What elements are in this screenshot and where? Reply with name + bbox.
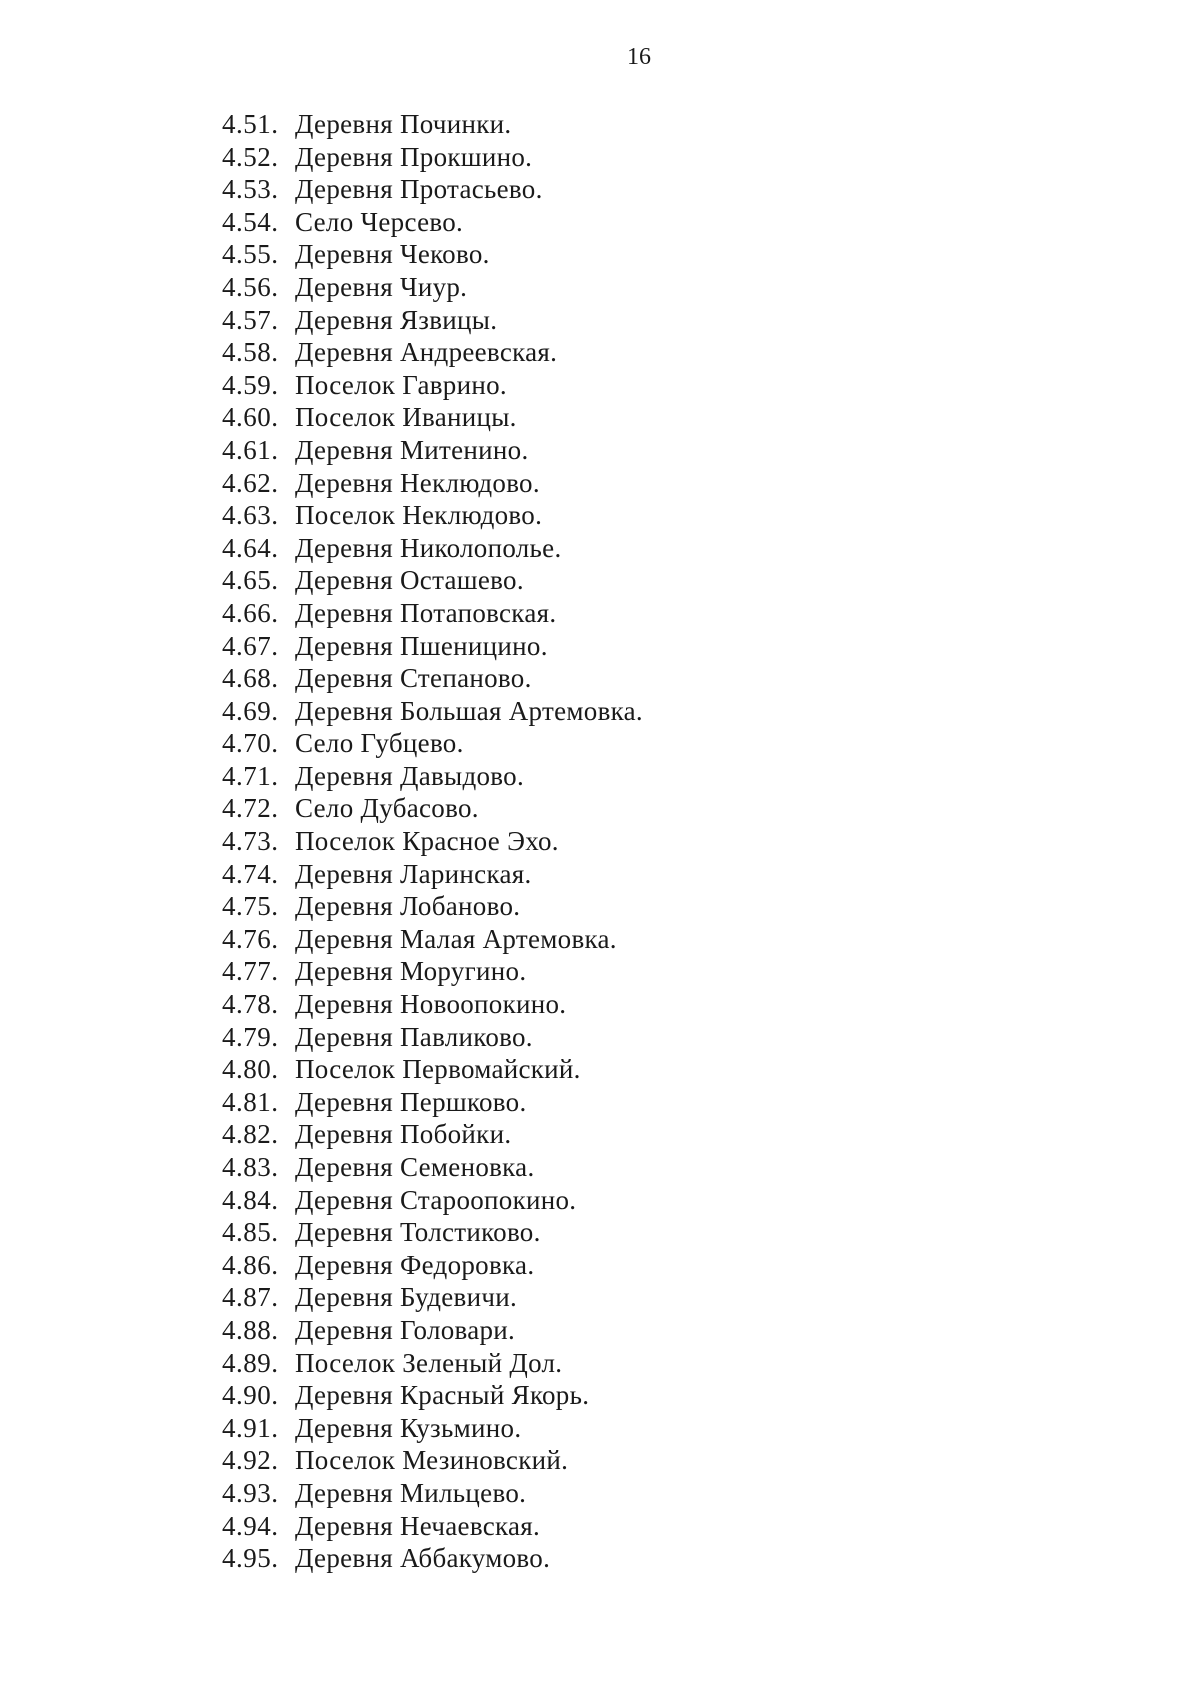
list-item — [222, 1477, 643, 1510]
item-number: 4.54. — [222, 206, 279, 237]
list-item — [222, 890, 643, 923]
item-text: Деревня Язвицы. — [295, 304, 498, 335]
item-number: 4.80. — [222, 1054, 279, 1085]
list-item — [222, 1510, 643, 1543]
item-text: Деревня Андреевская. — [295, 337, 558, 368]
item-text: Поселок Неклюдово. — [295, 500, 543, 531]
item-text: Село Дубасово. — [295, 793, 479, 824]
list-item — [222, 206, 643, 239]
list-item — [222, 1249, 643, 1282]
item-text: Деревня Староопокино. — [295, 1184, 577, 1215]
list-item — [222, 695, 643, 728]
list-item — [222, 760, 643, 793]
item-number: 4.58. — [222, 337, 279, 368]
item-number: 4.65. — [222, 565, 279, 596]
item-text: Деревня Новоопокино. — [295, 989, 567, 1020]
list-item — [222, 1118, 643, 1151]
list-item — [222, 955, 643, 988]
list-item — [222, 173, 643, 206]
item-text: Деревня Чиур. — [295, 271, 468, 302]
item-number: 4.90. — [222, 1380, 279, 1411]
list-item — [222, 1184, 643, 1217]
item-text: Деревня Степаново. — [295, 663, 532, 694]
item-number: 4.85. — [222, 1217, 279, 1248]
list-item — [222, 238, 643, 271]
list-item — [222, 532, 643, 565]
item-number: 4.73. — [222, 826, 279, 857]
item-text: Деревня Осташево. — [295, 565, 524, 596]
item-text: Деревня Моругино. — [295, 956, 527, 987]
item-number: 4.83. — [222, 1152, 279, 1182]
list-item — [222, 1021, 643, 1054]
item-number: 4.93. — [222, 1477, 279, 1508]
list-item — [222, 923, 643, 956]
item-number: 4.70. — [222, 728, 279, 759]
item-text: Деревня Починки. — [295, 109, 512, 139]
item-text: Деревня Протасьево. — [295, 174, 543, 205]
item-number: 4.82. — [222, 1119, 279, 1150]
item-number: 4.63. — [222, 500, 279, 531]
list-item — [222, 434, 643, 467]
item-number: 4.69. — [222, 695, 279, 726]
list-item — [222, 988, 643, 1021]
item-number: 4.51. — [222, 109, 279, 139]
list-item — [222, 1412, 643, 1445]
list-item — [222, 108, 643, 141]
list-item — [222, 597, 643, 630]
item-number: 4.92. — [222, 1445, 279, 1476]
list-item — [222, 858, 643, 891]
item-number: 4.86. — [222, 1249, 279, 1280]
item-number: 4.60. — [222, 402, 279, 433]
list-item — [222, 141, 643, 174]
item-number: 4.61. — [222, 434, 279, 465]
list-item — [222, 271, 643, 304]
item-number: 4.57. — [222, 304, 279, 335]
item-number: 4.71. — [222, 760, 279, 791]
item-text: Деревня Малая Артемовка. — [295, 923, 617, 954]
item-number: 4.95. — [222, 1543, 279, 1574]
item-text: Деревня Николополье. — [295, 532, 562, 563]
item-text: Поселок Красное Эхо. — [295, 826, 559, 857]
list-item — [222, 401, 643, 434]
item-text: Деревня Неклюдово. — [295, 467, 540, 498]
item-text: Деревня Головари. — [295, 1314, 516, 1345]
list-item — [222, 369, 643, 402]
list-item — [222, 1053, 643, 1086]
item-number: 4.56. — [222, 271, 279, 302]
item-text: Поселок Зеленый Дол. — [295, 1347, 563, 1378]
item-number: 4.91. — [222, 1412, 279, 1443]
item-text: Деревня Першково. — [295, 1086, 527, 1117]
item-number: 4.75. — [222, 891, 279, 922]
list-item — [222, 304, 643, 337]
item-text: Поселок Первомайский. — [295, 1054, 581, 1085]
list-item — [222, 1379, 643, 1412]
item-text: Деревня Федоровка. — [295, 1249, 535, 1280]
item-number: 4.52. — [222, 141, 279, 172]
item-text: Деревня Ларинская. — [295, 858, 532, 889]
list-item — [222, 499, 643, 532]
item-number: 4.64. — [222, 532, 279, 563]
item-number: 4.89. — [222, 1347, 279, 1378]
item-number: 4.66. — [222, 597, 279, 628]
item-text: Деревня Пшеницино. — [295, 630, 548, 661]
list-item — [222, 467, 643, 500]
list-item — [222, 825, 643, 858]
item-number: 4.87. — [222, 1282, 279, 1313]
item-text: Деревня Лобаново. — [295, 891, 521, 922]
item-text: Деревня Митенино. — [295, 434, 529, 465]
item-text: Деревня Аббакумово. — [295, 1543, 551, 1574]
settlement-list — [222, 108, 643, 1575]
item-text: Деревня Семеновка. — [295, 1152, 535, 1182]
item-text: Деревня Прокшино. — [295, 141, 533, 172]
item-text: Деревня Кузьмино. — [295, 1412, 522, 1443]
item-number: 4.88. — [222, 1314, 279, 1345]
item-text: Деревня Будевичи. — [295, 1282, 518, 1313]
item-text: Поселок Гаврино. — [295, 369, 507, 400]
list-item — [222, 564, 643, 597]
list-item — [222, 727, 643, 760]
list-item — [222, 336, 643, 369]
item-number: 4.55. — [222, 239, 279, 270]
list-item — [222, 630, 643, 663]
item-number: 4.77. — [222, 956, 279, 987]
item-text: Село Губцево. — [295, 728, 464, 759]
item-number: 4.84. — [222, 1184, 279, 1215]
item-text: Деревня Толстиково. — [295, 1217, 541, 1248]
item-number: 4.68. — [222, 663, 279, 694]
item-text: Село Черсево. — [295, 206, 464, 237]
item-number: 4.81. — [222, 1086, 279, 1117]
item-text: Деревня Большая Артемовка. — [295, 695, 643, 726]
item-number: 4.53. — [222, 174, 279, 205]
page-number: 16 — [627, 44, 651, 70]
list-item — [222, 1281, 643, 1314]
item-text: Деревня Нечаевская. — [295, 1510, 541, 1541]
item-number: 4.79. — [222, 1021, 279, 1052]
list-item — [222, 1542, 643, 1575]
item-number: 4.76. — [222, 923, 279, 954]
list-item — [222, 1347, 643, 1380]
item-text: Поселок Мезиновский. — [295, 1445, 569, 1476]
item-text: Деревня Давыдово. — [295, 760, 525, 791]
list-item — [222, 1314, 643, 1347]
item-text: Поселок Иваницы. — [295, 402, 517, 433]
item-number: 4.67. — [222, 630, 279, 661]
item-text: Деревня Чеково. — [295, 239, 490, 270]
item-text: Деревня Мильцево. — [295, 1477, 527, 1508]
item-number: 4.74. — [222, 858, 279, 889]
list-item — [222, 1151, 643, 1184]
item-text: Деревня Павликово. — [295, 1021, 533, 1052]
item-number: 4.59. — [222, 369, 279, 400]
list-item — [222, 1444, 643, 1477]
list-item — [222, 662, 643, 695]
list-item — [222, 792, 643, 825]
item-text: Деревня Потаповская. — [295, 597, 557, 628]
item-text: Деревня Красный Якорь. — [295, 1380, 590, 1411]
item-number: 4.62. — [222, 467, 279, 498]
list-item — [222, 1086, 643, 1119]
item-number: 4.78. — [222, 989, 279, 1020]
item-text: Деревня Побойки. — [295, 1119, 512, 1150]
list-item — [222, 1216, 643, 1249]
item-number: 4.94. — [222, 1510, 279, 1541]
item-number: 4.72. — [222, 793, 279, 824]
